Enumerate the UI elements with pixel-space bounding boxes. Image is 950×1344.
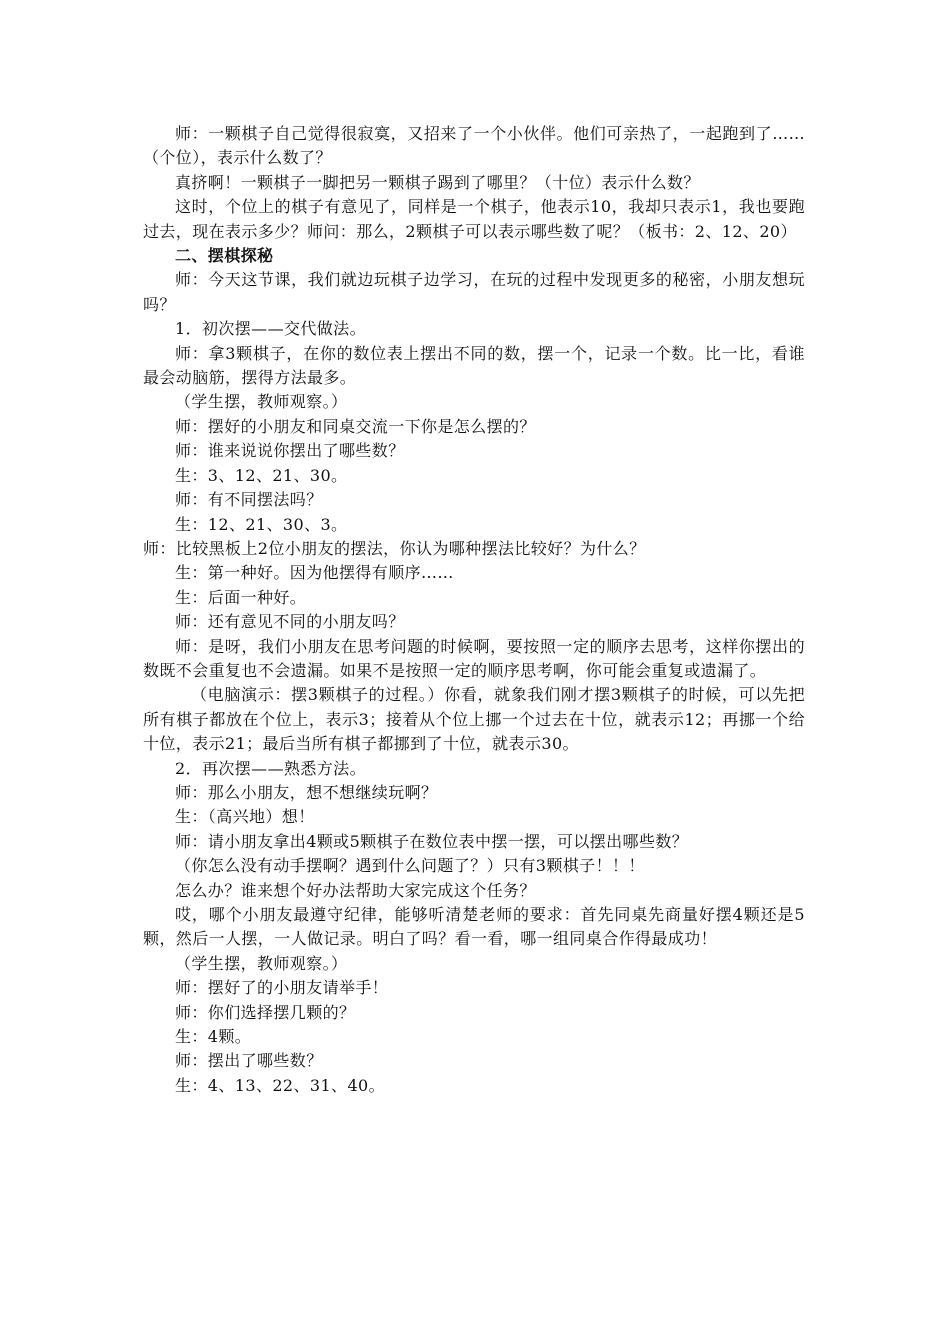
paragraph: 生：后面一种好。 [175,587,307,607]
paragraph: 生：3、12、21、30。 [175,465,348,485]
paragraph: 师：请小朋友拿出4颗或5颗棋子在数位表中摆一摆，可以摆出哪些数？ [175,831,689,851]
paragraph: 生：（高兴地）想！ [175,807,315,827]
paragraph: 师：今天这节课，我们就边玩棋子边学习，在玩的过程中发现更多的秘密，小朋友想玩吗？ [143,270,805,314]
paragraph: 生：第一种好。因为他摆得有顺序…… [175,563,454,583]
paragraph: 师：摆好的小朋友和同桌交流一下你是怎么摆的？ [175,416,536,436]
paragraph: 师：你们选择摆几颗的？ [175,1002,356,1022]
paragraph: 怎么办？谁来想个好办法帮助大家完成这个任务？ [175,880,536,900]
paragraph: 师：比较黑板上2位小朋友的摆法，你认为哪种摆法比较好？为什么？ [143,538,646,558]
paragraph: 师：摆出了哪些数？ [175,1051,323,1071]
paragraph: 师：有不同摆法吗？ [175,490,323,510]
paragraph: 生：4颗。 [175,1027,252,1047]
paragraph: 2．再次摆——熟悉方法。 [175,758,366,778]
paragraph: 师：拿3颗棋子，在你的数位表上摆出不同的数，摆一个，记录一个数。比一比，看谁最会动脑筋，摆得方法最多。 [143,343,805,388]
paragraph: 师：摆好了的小朋友请举手！ [175,978,389,998]
paragraph: 生：4、13、22、31、40。 [175,1075,386,1095]
paragraph: （学生摆，教师观察。） [175,392,348,412]
document-body [143,122,805,1098]
paragraph: 师：一颗棋子自己觉得很寂寞，又招来了一个小伙伴。他们可亲热了，一起跑到了……（个位），表示什么数了？ [143,124,805,168]
paragraph: 师：还有意见不同的小朋友吗？ [175,612,405,632]
section-heading: 二、摆棋探秘 [175,246,274,266]
paragraph: 1．初次摆——交代做法。 [175,319,366,339]
paragraph: 哎，哪个小朋友最遵守纪律，能够听清楚老师的要求：首先同桌先商量好摆4颗还是5颗，然后一人摆，一人做记录。明白了吗？看一看，哪一组同桌合作得最成功！ [143,905,805,949]
paragraph: 师：是呀，我们小朋友在思考问题的时候啊，要按照一定的顺序去思考，这样你摆出的数既不会重复也不会遗漏。如果不是按照一定的顺序思考啊，你可能会重复或遗漏了。 [143,636,805,680]
paragraph: 真挤啊！一颗棋子一脚把另一颗棋子踢到了哪里？（十位）表示什么数？ [175,172,700,192]
paragraph: （电脑演示：摆3颗棋子的过程。）你看，就象我们刚才摆3颗棋子的时候，可以先把所有棋子都放在个位上，表示3；接着从个位上挪一个过去在十位，就表示12；再挪一个给十位，表示21；最后当所有棋子都挪到了十位，就表示30。 [143,685,805,754]
paragraph: 这时，个位上的棋子有意见了，同样是一个棋子，他表示10，我却只表示1，我也要跑过去，现在表示多少？师问：那么，2颗棋子可以表示哪些数了呢？（板书：2、12、20） [143,197,805,241]
paragraph: 生：12、21、30、3。 [175,514,348,534]
paragraph: 师：谁来说说你摆出了哪些数？ [175,441,405,461]
paragraph: （学生摆，教师观察。） [175,953,348,973]
paragraph: 师：那么小朋友，想不想继续玩啊？ [175,782,438,802]
paragraph: （你怎么没有动手摆啊？遇到什么问题了？）只有3颗棋子！！！ [175,856,645,876]
